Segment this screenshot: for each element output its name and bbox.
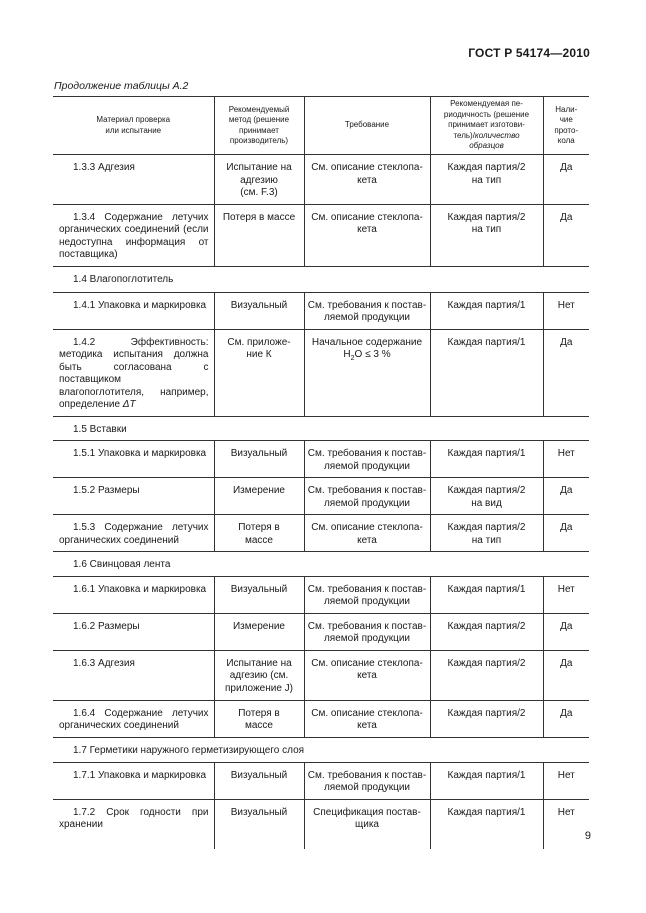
table-row [53, 799, 589, 849]
cell-protocol: Нет [543, 441, 589, 478]
table-header-row [53, 97, 589, 155]
header-requirement: Требование [304, 97, 430, 155]
cell-requirement: См. требования к постав- ляемой продукции [304, 576, 430, 613]
cell-requirement: См. описание стеклопа- кета [304, 700, 430, 737]
cell-protocol: Нет [543, 292, 589, 329]
cell-frequency: Каждая партия/2 [430, 650, 543, 700]
table-row [53, 762, 589, 799]
cell-frequency: Каждая партия/1 [430, 329, 543, 416]
section-row [53, 552, 589, 577]
cell-material: 1.6.3 Адгезия [53, 650, 214, 700]
cell-material: 1.3.4 Содержание летучих органических соединений (если недоступна информация от поставщика) [53, 204, 214, 266]
cell-requirement: См. требования к постав- ляемой продукции [304, 441, 430, 478]
cell-requirement: См. требования к постав- ляемой продукции [304, 613, 430, 650]
cell-material: 1.5.1 Упаковка и маркировка [53, 441, 214, 478]
table-row [53, 155, 589, 205]
cell-method: Испытание на адгезию (см. приложение J) [214, 650, 304, 700]
cell-frequency: Каждая партия/1 [430, 762, 543, 799]
cell-requirement: См. требования к постав- ляемой продукции [304, 292, 430, 329]
cell-protocol: Да [543, 204, 589, 266]
cell-method: Визуальный [214, 292, 304, 329]
cell-protocol: Да [543, 700, 589, 737]
page-number: 9 [584, 830, 591, 842]
table-row [53, 478, 589, 515]
cell-protocol: Нет [543, 799, 589, 849]
cell-material: 1.4.2 Эффективность: методика испытания должна быть согласована с поставщиком влагопоглотителя, например, определение ΔT [53, 329, 214, 416]
table-row [53, 576, 589, 613]
section-title: 1.6 Свинцовая лента [73, 559, 171, 570]
cell-frequency: Каждая партия/1 [430, 441, 543, 478]
cell-protocol: Да [543, 478, 589, 515]
section-title: 1.7 Герметики наружного герметизирующего слоя [73, 744, 305, 756]
table-row [53, 329, 589, 416]
table-row [53, 204, 589, 266]
cell-material: 1.6.4 Содержание летучих органических соединений [53, 700, 214, 737]
delta-t-symbol: ΔT [122, 399, 136, 410]
cell-material: 1.3.3 Адгезия [53, 155, 214, 205]
header-material: Материал проверка или испытание [53, 97, 214, 155]
cell-material: 1.6.1 Упаковка и маркировка [53, 576, 214, 613]
cell-material: 1.5.3 Содержание летучих органических соединений [53, 515, 214, 552]
header-method: Рекомендуемый метод (решение принимает производитель) [214, 97, 304, 155]
cell-protocol: Нет [543, 576, 589, 613]
cell-requirement: Спецификация постав- щика [304, 799, 430, 849]
cell-material: 1.6.2 Размеры [53, 613, 214, 650]
cell-method: Потеря в массе [214, 515, 304, 552]
cell-method: Потеря в массе [214, 700, 304, 737]
cell-method: Визуальный [214, 762, 304, 799]
header-protocol: Нали- чие прото- кола [543, 97, 589, 155]
cell-method: Визуальный [214, 799, 304, 849]
cell-requirement: См. требования к постав- ляемой продукции [304, 478, 430, 515]
cell-frequency: Каждая партия/1 [430, 292, 543, 329]
section-title: 1.5 Вставки [73, 423, 127, 435]
cell-material: 1.7.2 Срок годности при хранении [53, 799, 214, 849]
cell-requirement: См. описание стеклопа- кета [304, 515, 430, 552]
cell-method: Визуальный [214, 576, 304, 613]
table-row [53, 700, 589, 737]
requirements-table [53, 96, 589, 849]
cell-material: 1.4.1 Упаковка и маркировка [53, 292, 214, 329]
cell-method: См. приложе- ние К [214, 329, 304, 416]
cell-method: Потеря в массе [214, 204, 304, 266]
table-row [53, 650, 589, 700]
cell-requirement: См. описание стеклопа- кета [304, 155, 430, 205]
cell-method: Измерение [214, 613, 304, 650]
cell-material: 1.5.2 Размеры [53, 478, 214, 515]
cell-requirement: См. описание стеклопа- кета [304, 650, 430, 700]
section-title: 1.4 Влагопоглотитель [73, 273, 174, 285]
cell-frequency: Каждая партия/1 [430, 576, 543, 613]
cell-frequency: Каждая партия/2 [430, 700, 543, 737]
cell-protocol: Да [543, 155, 589, 205]
header-frequency: Рекомендуемая пе- риодичность (решение принимает изготови- тель)/количество образцов [430, 97, 543, 155]
cell-requirement: См. требования к постав- ляемой продукции [304, 762, 430, 799]
cell-frequency: Каждая партия/1 [430, 799, 543, 849]
table-row [53, 441, 589, 478]
cell-protocol: Да [543, 613, 589, 650]
cell-frequency: Каждая партия/2 [430, 613, 543, 650]
cell-requirement: См. описание стеклопа- кета [304, 204, 430, 266]
cell-protocol: Нет [543, 762, 589, 799]
cell-frequency: Каждая партия/2 на тип [430, 155, 543, 205]
cell-protocol: Да [543, 329, 589, 416]
cell-method: Визуальный [214, 441, 304, 478]
cell-material: 1.7.1 Упаковка и маркировка [53, 762, 214, 799]
cell-frequency: Каждая партия/2 на тип [430, 204, 543, 266]
document-code: ГОСТ Р 54174—2010 [468, 46, 590, 60]
cell-method: Измерение [214, 478, 304, 515]
cell-frequency: Каждая партия/2 на тип [430, 515, 543, 552]
section-row [53, 737, 589, 762]
section-row [53, 266, 589, 292]
cell-requirement: Начальное содержание $H_2O \le 3$ % [304, 329, 430, 416]
table-row [53, 613, 589, 650]
table-row [53, 515, 589, 552]
cell-method: Испытание на адгезию (см. F.3) [214, 155, 304, 205]
cell-protocol: Да [543, 515, 589, 552]
table-row [53, 292, 589, 329]
table-caption: Продолжение таблицы А.2 [54, 80, 189, 92]
cell-protocol: Да [543, 650, 589, 700]
section-row [53, 416, 589, 441]
cell-frequency: Каждая партия/2 на вид [430, 478, 543, 515]
